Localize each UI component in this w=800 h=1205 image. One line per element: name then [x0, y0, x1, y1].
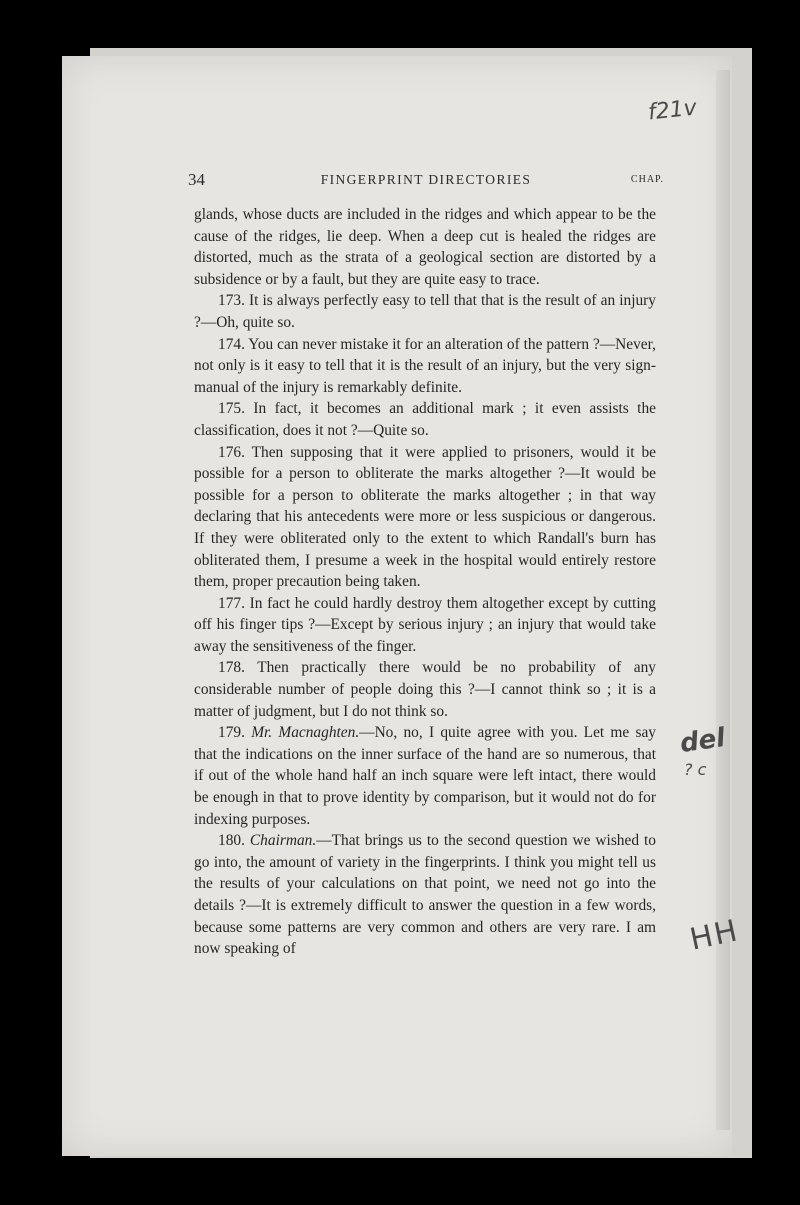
speaker-name: Mr. Macnaghten. [251, 724, 360, 742]
page-number: 34 [188, 170, 205, 189]
page-edge [716, 70, 730, 1130]
paragraph-174: 174. You can never mistake it for an alteration of the pattern ?—Never, not only is it easy to tell that it is the result of an injury, but the very sign-manual of the injury is remarkably definite. [194, 335, 656, 396]
paragraph-number: 180. [218, 832, 245, 850]
paragraph-body: —That brings us to the second question we wished to go into, the amount of variety in the fingerprints. I think you might tell us the results of your calculations on that point, we need not go into the details ?—It is extremely difficult to answer the question in a few words, because some patterns are very common and others are very rare. I am now speaking of [194, 832, 656, 958]
paragraph-body: —No, no, I quite agree with you. Let me say that the indications on the inner surface of the hand are so numerous, that if out of the whole hand half an inch square were left intact, there would be enough in that to prove identity by comparison, but it would not do for indexing purposes. [194, 724, 656, 828]
paragraph-173: 173. It is always perfectly easy to tell that that is the result of an injury ?—Oh, quite so. [194, 292, 656, 331]
paragraph-175: 175. In fact, it becomes an additional mark ; it even assists the classification, does it not ?—Quite so. [194, 400, 656, 439]
paragraph-number: 179. [218, 724, 245, 742]
page-header [188, 170, 664, 190]
running-head: FINGERPRINT DIRECTORIES [320, 172, 532, 187]
paragraph-177: 177. In fact he could hardly destroy them altogether except by cutting off his finger tips ?—Except by serious injury ; an injury that would take away the sensitiveness of the finger. [194, 594, 656, 655]
paragraph-176: 176. Then supposing that it were applied to prisoners, would it be possible for a person to obliterate the marks altogether ?—It would be possible for a person to obliterate the marks altogether ; in that way declaring that his antecedents were more or less suspicious or dangerous. If they were obliterated only to the extent to which Randall's burn has obliterated them, I presume a week in the hospital would entirely restore them, proper precaution being taken. [194, 443, 656, 591]
paragraph-180 [194, 830, 656, 960]
speaker-name: Chairman. [249, 832, 317, 850]
del-annotation: del [678, 723, 728, 759]
paragraph-179 [194, 722, 656, 830]
paragraph-178: 178. Then practically there would be no probability of any considerable number of people doing this ?—I cannot think so ; it is a matter of judgment, but I do not think so. [194, 659, 656, 720]
qc-annotation: ? c [684, 760, 707, 779]
body-text [194, 204, 656, 960]
chapter-label: CHAP. [630, 174, 664, 185]
paragraph-continued: glands, whose ducts are included in the ridges and which appear to be the cause of the ridges, lie deep. When a deep cut is healed the ridges are distorted, much as the strata of a geological section are distorted by a subsidence or by a fault, but they are quite easy to trace. [194, 206, 656, 288]
initials-annotation: HH [686, 913, 743, 958]
folio-annotation: f21v [646, 95, 698, 126]
